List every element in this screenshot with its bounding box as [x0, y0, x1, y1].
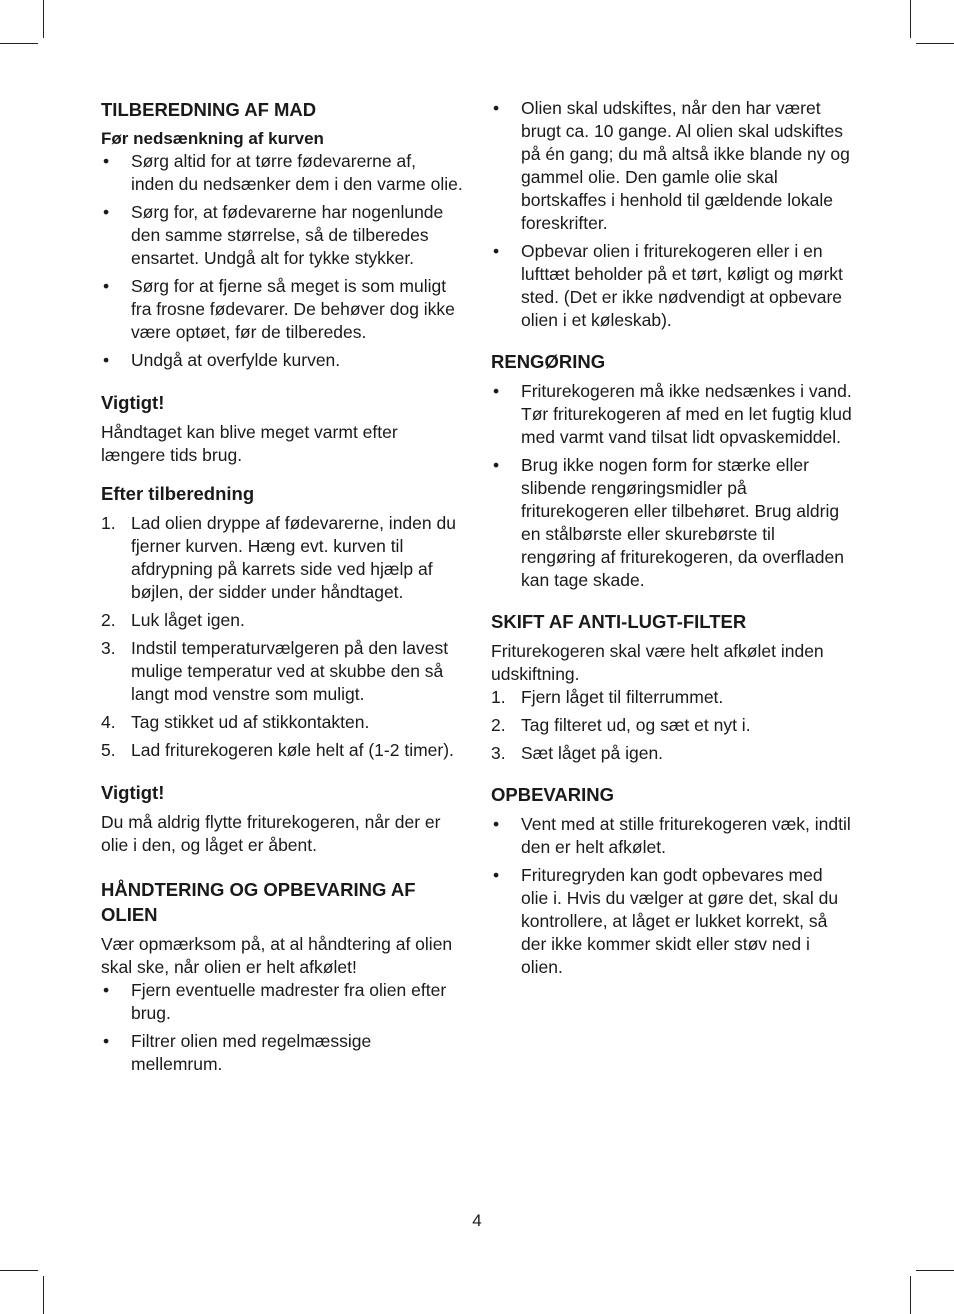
bullet-icon: • [103, 151, 110, 171]
list-item: 5. Lad friturekogeren køle helt af (1-2 timer). [101, 740, 454, 760]
list-item: • Undgå at overfylde kurven. [103, 350, 341, 370]
bullet-icon: • [103, 276, 110, 296]
bullet-icon: • [493, 455, 500, 475]
list-item: 1. Lad olien dryppe af fødevarerne, inden du fjerner kurven. Hæng evt. kurven til afdrypning på karrets side ved hjælp af bøjlen, der sidder under håndtaget. [101, 513, 456, 602]
list-after-cooking [101, 512, 463, 762]
list-item: • Filtrer olien med regelmæssige mellemrum. [103, 1031, 372, 1074]
crop-mark [0, 1270, 38, 1271]
list-item: 3. Indstil temperaturvælgeren på den lavest mulige temperatur ved at skubbe den så langt mod venstre som muligt. [101, 638, 449, 704]
list-oil-handling [101, 979, 463, 1076]
after-cooking-heading: Efter tilberedning [101, 483, 255, 504]
section-title-tilberedning: TILBEREDNING AF MAD [101, 99, 317, 120]
section-title-filter: SKIFT AF ANTI-LUGT-FILTER [491, 611, 747, 632]
filter-intro-text: Friturekogeren skal være helt afkølet inden udskiftning. [491, 641, 824, 684]
list-cleaning [491, 380, 853, 592]
list-item: • Opbevar olien i friturekogeren eller i en lufttæt beholder på et tørt, køligt og mørkt sted. (Det er ikke nødvendigt at opbevare olien i et køleskab). [493, 241, 843, 330]
list-item: • Brug ikke nogen form for stærke eller slibende rengøringsmidler på friturekogeren eller tilbehøret. Brug aldrig en stålbørste eller skurebørste til rengøring af friturekogeren, da overfladen kan tage skade. [493, 455, 844, 590]
bullet-icon: • [103, 980, 110, 1000]
bullet-icon: • [493, 241, 500, 261]
crop-mark [910, 0, 911, 38]
subtitle-before-immersion: Før nedsænkning af kurven [101, 129, 324, 148]
crop-mark [43, 1276, 44, 1314]
important-heading: Vigtigt! [101, 392, 165, 413]
list-item: • Olien skal udskiftes, når den har været brugt ca. 10 gange. Al olien skal udskiftes på én gang; du må altså ikke blande ny og gammel olie. Den gamle olie skal bortskaffes i henhold til gældende lokale foreskrifter. [493, 98, 850, 233]
section-title-oil-handling: HÅNDTERING OG OPBEVARING AF OLIEN [101, 879, 416, 925]
important-heading: Vigtigt! [101, 782, 165, 803]
list-before-immersion [101, 150, 463, 372]
bullet-icon: • [103, 202, 110, 222]
left-column [101, 97, 463, 1081]
list-item: • Sørg altid for at tørre fødevarerne af, inden du nedsænker dem i den varme olie. [103, 151, 463, 194]
section-title-cleaning: RENGØRING [491, 351, 606, 372]
list-oil-handling-continued [491, 97, 853, 332]
list-item: 2. Tag filteret ud, og sæt et nyt i. [491, 715, 751, 735]
important-text: Du må aldrig flytte friturekogeren, når der er olie i den, og låget er åbent. [101, 812, 441, 855]
bullet-icon: • [493, 865, 500, 885]
list-item: 4. Tag stikket ud af stikkontakten. [101, 712, 370, 732]
list-item: • Sørg for at fjerne så meget is som muligt fra frosne fødevarer. De behøver dog ikke være optøet, før de tilberedes. [103, 276, 455, 342]
bullet-icon: • [493, 814, 500, 834]
oil-intro-text: Vær opmærksom på, at al håndtering af olien skal ske, når olien er helt afkølet! [101, 934, 453, 977]
bullet-icon: • [493, 381, 500, 401]
list-item: • Frituregryden kan godt opbevares med olie i. Hvis du vælger at gøre det, skal du kontrollere, at låget er lukket korrekt, så der ikke kommer skidt eller støv ned i olien. [493, 865, 839, 977]
list-item: 1. Fjern låget til filterrummet. [491, 687, 724, 707]
list-storage [491, 813, 853, 979]
list-item: 2. Luk låget igen. [101, 610, 245, 630]
crop-mark [910, 1276, 911, 1314]
section-title-storage: OPBEVARING [491, 784, 615, 805]
list-item: 3. Sæt låget på igen. [491, 743, 664, 763]
list-filter [491, 686, 853, 765]
crop-mark [0, 43, 38, 44]
list-item: • Friturekogeren må ikke nedsænkes i vand. Tør friturekogeren af med en let fugtig klud med varmt vand tilsat lidt opvaskemiddel. [493, 381, 852, 447]
list-item: • Vent med at stille friturekogeren væk, indtil den er helt afkølet. [493, 814, 851, 857]
list-item: • Fjern eventuelle madrester fra olien efter brug. [103, 980, 447, 1023]
bullet-icon: • [103, 350, 110, 370]
crop-mark [43, 0, 44, 38]
bullet-icon: • [103, 1031, 110, 1051]
right-column [491, 97, 853, 984]
crop-mark [916, 43, 954, 44]
page-number: 4 [472, 1211, 482, 1230]
bullet-icon: • [493, 98, 500, 118]
important-text: Håndtaget kan blive meget varmt efter længere tids brug. [101, 422, 398, 465]
list-item: • Sørg for, at fødevarerne har nogenlunde den samme størrelse, så de tilberedes ensartet. Undgå alt for tykke stykker. [103, 202, 444, 268]
crop-mark [916, 1270, 954, 1271]
